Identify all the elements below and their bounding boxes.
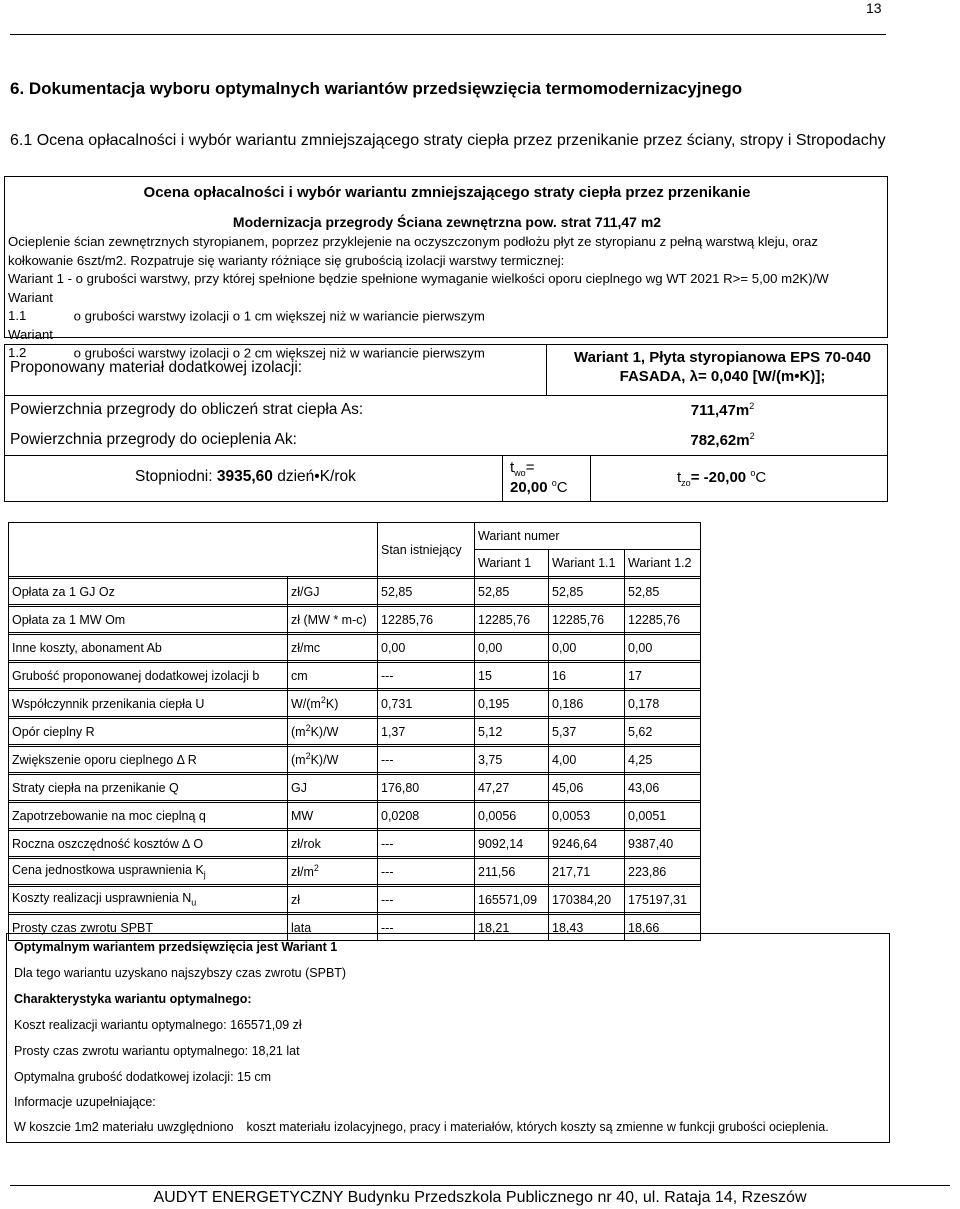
row-variant-1: 3,75 — [475, 747, 549, 773]
variant-1-description: Wariant 1 - o grubości warstwy, przy której spełnione będzie spełnione wymaganie wielkości oporu cieplnego wg WT 2021 R>= 5,00 m2K)/W — [8, 271, 829, 286]
page-number: 13 — [866, 0, 882, 16]
assessment-description: Ocieplenie ścian zewnętrznych styropianem, poprzez przyklejenie na oczyszczonym podłożu płyt ze styropianu z pełną warstwą kleju, oraz kołkowanie 6szt/m2. Rozpatruje się warianty różniące się grubością izolacji warstwy termicznej: — [8, 234, 818, 268]
row-unit: zł/GJ — [288, 579, 378, 605]
footer: AUDYT ENERGETYCZNY Budynku Przedszkola Publicznego nr 40, ul. Rataja 14, Rzeszów — [153, 1189, 807, 1206]
optimal-cost: Koszt realizacji wariantu optymalnego: 165571,09 zł — [14, 1018, 302, 1032]
header-variant-1-2: Wariant 1.2 — [625, 550, 701, 577]
internal-temperature: $t_{wo}=$ 20,00 $^o$C — [510, 459, 568, 496]
area-insulation-value: $782,62m^2$ — [690, 431, 755, 449]
material-value — [550, 348, 895, 386]
optimal-spbt: Prosty czas zwrotu wariantu optymalnego: 18,21 lat — [14, 1044, 300, 1058]
row-label: Roczna oszczędność kosztów ∆ O — [9, 831, 288, 857]
row-current: --- — [378, 915, 475, 941]
table-row — [9, 691, 701, 717]
material-value-line1: Wariant 1, Płyta styropianowa EPS 70-040 — [573, 349, 872, 366]
row-unit: zł/rok — [288, 831, 378, 857]
row-current: --- — [378, 747, 475, 773]
row-label: Inne koszty, abonament Ab — [9, 635, 288, 661]
row-label: Cena jednostkowa usprawnienia $K_j$ — [9, 859, 288, 885]
optimal-thickness: Optymalna grubość dodatkowej izolacji: 15 cm — [14, 1070, 272, 1084]
table-row — [9, 747, 701, 773]
row-variant-1: 211,56 — [475, 859, 549, 885]
row-label: Zwiększenie oporu cieplnego Δ R — [9, 747, 288, 773]
table-row — [9, 607, 701, 633]
row-variant-1-1: 12285,76 — [549, 607, 625, 633]
row-unit: $zł/m^2$ — [288, 859, 378, 885]
table-row — [9, 635, 701, 661]
parameters-box — [4, 344, 888, 502]
row-label: Prosty czas zwrotu SPBT — [9, 915, 288, 941]
row-variant-1-2: 0,00 — [625, 635, 701, 661]
row-current: 0,0208 — [378, 803, 475, 829]
section-title: 6. Dokumentacja wyboru optymalnych wariantów przedsięwzięcia termomodernizacyjnego — [10, 79, 743, 98]
table-row — [9, 803, 701, 829]
row-unit: lata — [288, 915, 378, 941]
row-variant-1-2: 17 — [625, 663, 701, 689]
row-variant-1-1: 45,06 — [549, 775, 625, 801]
row-label: Współczynnik przenikania ciepła U — [9, 691, 288, 717]
assessment-subtitle: Modernizacja przegrody Ściana zewnętrzna pow. strat 711,47 m2 — [232, 214, 662, 230]
variant-1-1-row — [8, 289, 884, 326]
row-unit: $(m^2K)/W$ — [288, 747, 378, 773]
row-current: --- — [378, 831, 475, 857]
subsection-title: 6.1 Ocena opłacalności i wybór wariantu zmniejszającego straty ciepła przez przenikanie przez ściany, stropy i Stropodachy — [10, 132, 886, 149]
header-variant-1: Wariant 1 — [475, 550, 549, 577]
material-label: Proponowany materiał dodatkowej izolacji: — [10, 359, 303, 376]
row-unit: GJ — [288, 775, 378, 801]
summary-box — [6, 933, 890, 1143]
row-unit: zł — [288, 887, 378, 913]
row-current: 0,00 — [378, 635, 475, 661]
degree-days: Stopniodni: 3935,60 dzień•K/rok — [135, 468, 356, 485]
row-variant-1: 18,21 — [475, 915, 549, 941]
optimal-reason: Dla tego wariantu uzyskano najszybszy czas zwrotu (SPBT) — [14, 966, 347, 980]
row-variant-1: 52,85 — [475, 579, 549, 605]
row-variant-1: 15 — [475, 663, 549, 689]
variant-1-2-text: o grubości warstwy izolacji o 2 cm większej niż w wariancie pierwszym — [73, 345, 485, 360]
bottom-divider — [10, 1185, 950, 1186]
row-variant-1-1: 18,43 — [549, 915, 625, 941]
header-current-state: Stan istniejący — [378, 523, 475, 577]
row-variant-1: 47,27 — [475, 775, 549, 801]
row-label: Opłata za 1 MW Om — [9, 607, 288, 633]
row-unit: cm — [288, 663, 378, 689]
table-row — [9, 859, 701, 885]
row-variant-1: 0,195 — [475, 691, 549, 717]
material-value-line2: FASADA, λ= 0,040 [W/(m•K)]; — [619, 368, 826, 385]
table-row — [9, 887, 701, 913]
divider — [5, 455, 887, 456]
variant-1-1-label: Wariant 1.1 — [8, 289, 53, 323]
row-variant-1: 9092,14 — [475, 831, 549, 857]
table-row — [9, 579, 701, 605]
row-unit: $(m^2K)/W$ — [288, 719, 378, 745]
table-row — [9, 719, 701, 745]
row-current: --- — [378, 859, 475, 885]
row-current: 176,80 — [378, 775, 475, 801]
row-variant-1: 5,12 — [475, 719, 549, 745]
row-variant-1-2: 9387,40 — [625, 831, 701, 857]
row-variant-1: 0,0056 — [475, 803, 549, 829]
divider — [5, 395, 887, 396]
row-variant-1-2: 52,85 — [625, 579, 701, 605]
row-current: 12285,76 — [378, 607, 475, 633]
header-variant-1-1: Wariant 1.1 — [549, 550, 625, 577]
row-label: Grubość proponowanej dodatkowej izolacji b — [9, 663, 288, 689]
row-variant-1-1: 217,71 — [549, 859, 625, 885]
row-current: 1,37 — [378, 719, 475, 745]
assessment-title: Ocena opłacalności i wybór wariantu zmniejszającego straty ciepła przez przenikanie — [143, 184, 751, 201]
header-variant-number: Wariant numer — [475, 523, 701, 550]
variant-1-1-text: o grubości warstwy izolacji o 1 cm większej niż w wariancie pierwszym — [73, 308, 485, 323]
area-insulation-label: Powierzchnia przegrody do ocieplenia Ak: — [10, 431, 297, 448]
row-unit: zł/mc — [288, 635, 378, 661]
table-row — [9, 831, 701, 857]
row-label: Opłata za 1 GJ Oz — [9, 579, 288, 605]
row-variant-1-1: 0,186 — [549, 691, 625, 717]
row-variant-1-1: 52,85 — [549, 579, 625, 605]
row-variant-1-1: 9246,64 — [549, 831, 625, 857]
divider — [590, 455, 591, 501]
variant-1-2-label: Wariant 1.2 — [8, 326, 53, 360]
row-variant-1-2: 18,66 — [625, 915, 701, 941]
row-variant-1-1: 5,37 — [549, 719, 625, 745]
optimal-variant: Optymalnym wariantem przedsięwzięcia jest Wariant 1 — [14, 940, 338, 954]
divider — [546, 345, 547, 395]
row-variant-1: 165571,09 — [475, 887, 549, 913]
row-variant-1-1: 4,00 — [549, 747, 625, 773]
table-row — [9, 663, 701, 689]
variants-table — [8, 522, 701, 941]
row-current: --- — [378, 887, 475, 913]
info-title: Informacje uzupełniające: — [14, 1095, 156, 1109]
area-loss-value: $711,47m^2$ — [690, 401, 755, 419]
row-variant-1-2: 5,62 — [625, 719, 701, 745]
row-variant-1: 0,00 — [475, 635, 549, 661]
top-divider — [10, 34, 886, 35]
area-loss-label: Powierzchnia przegrody do obliczeń strat ciepła As: — [10, 401, 364, 418]
row-variant-1-1: 0,00 — [549, 635, 625, 661]
table-row — [9, 775, 701, 801]
row-unit: MW — [288, 803, 378, 829]
table-header-blank — [9, 523, 378, 577]
row-variant-1-1: 0,0053 — [549, 803, 625, 829]
row-unit: zł (MW * m-c) — [288, 607, 378, 633]
row-label: Opór cieplny R — [9, 719, 288, 745]
row-label: Straty ciepła na przenikanie Q — [9, 775, 288, 801]
row-variant-1: 12285,76 — [475, 607, 549, 633]
row-variant-1-2: 175197,31 — [625, 887, 701, 913]
row-variant-1-2: 0,178 — [625, 691, 701, 717]
row-current: --- — [378, 663, 475, 689]
row-unit: $W/(m^2K)$ — [288, 691, 378, 717]
optimal-characteristics-title: Charakterystyka wariantu optymalnego: — [14, 992, 252, 1006]
row-variant-1-2: 0,0051 — [625, 803, 701, 829]
external-temperature: $t_{zo}= -20,00$ $^o$C — [677, 468, 767, 488]
row-variant-1-2: 12285,76 — [625, 607, 701, 633]
row-variant-1-1: 170384,20 — [549, 887, 625, 913]
row-label: Zapotrzebowanie na moc cieplną q — [9, 803, 288, 829]
row-variant-1-2: 223,86 — [625, 859, 701, 885]
row-current: 52,85 — [378, 579, 475, 605]
row-current: 0,731 — [378, 691, 475, 717]
divider — [502, 455, 503, 501]
info-text: W koszcie 1m2 materiału uwzględniono koszt materiału izolacyjnego, pracy i materiałów, których koszty są zmienne w funkcji grubości ocieplenia. — [14, 1120, 829, 1134]
row-variant-1-2: 43,06 — [625, 775, 701, 801]
row-variant-1-1: 16 — [549, 663, 625, 689]
row-variant-1-2: 4,25 — [625, 747, 701, 773]
row-label: Koszty realizacji usprawnienia $N_u$ — [9, 887, 288, 913]
